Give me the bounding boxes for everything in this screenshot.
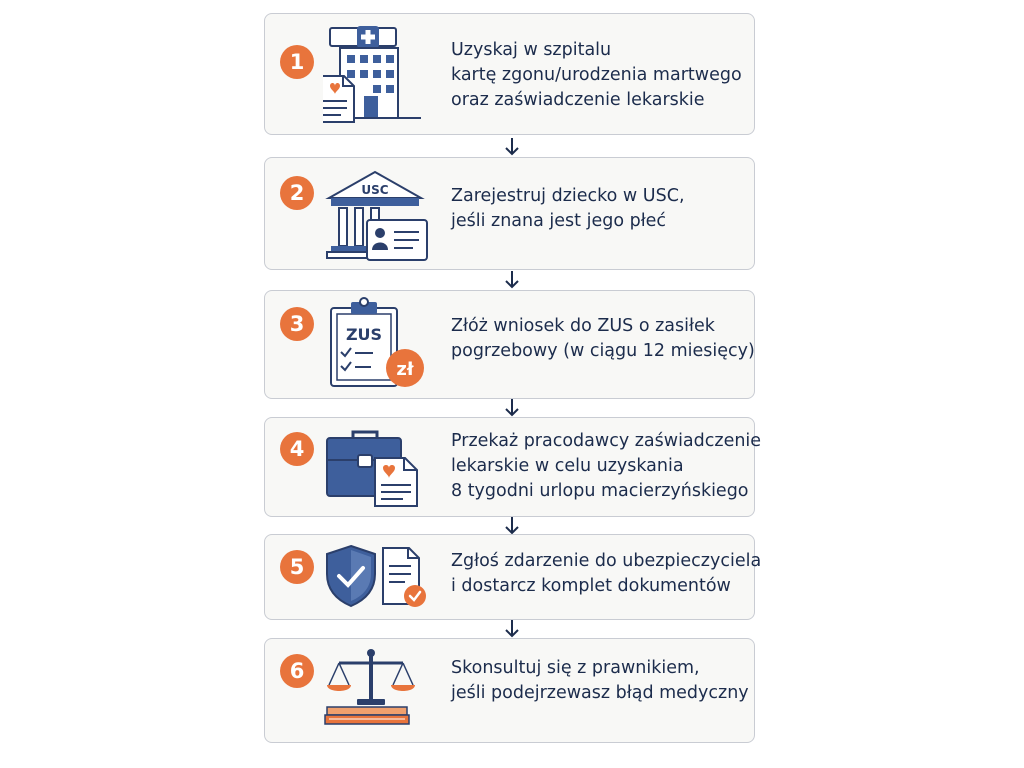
step-text-line: i dostarcz komplet dokumentów xyxy=(451,576,731,596)
step-text-line: Zgłoś zdarzenie do ubezpieczyciela xyxy=(451,551,762,571)
step-number-badge: 1 xyxy=(280,45,314,79)
step-text xyxy=(451,549,762,599)
usc-label: USC xyxy=(361,183,389,197)
step-text xyxy=(451,184,744,234)
step-text xyxy=(451,656,749,706)
step-text-line: Uzyskaj w szpitalu xyxy=(451,40,612,60)
zus-clipboard-icon xyxy=(323,296,433,395)
step-text-line: lekarskie w celu uzyskania xyxy=(451,456,684,476)
step-number-badge: 5 xyxy=(280,550,314,584)
step-text xyxy=(451,429,762,504)
shield-document-icon xyxy=(323,544,433,616)
arrow-down-icon xyxy=(503,270,521,290)
step-number-badge: 2 xyxy=(280,176,314,210)
step-number-badge: 3 xyxy=(280,307,314,341)
arrow-down-icon xyxy=(503,398,521,418)
step-text-line: oraz zaświadczenie lekarskie xyxy=(451,90,705,110)
zloty-badge: zł xyxy=(396,359,414,380)
step-text-line: Skonsultuj się z prawnikiem, xyxy=(451,658,700,678)
arrow-down-icon xyxy=(503,619,521,639)
step-text-line: 8 tygodni urlopu macierzyńskiego xyxy=(451,481,749,501)
arrow-down-icon xyxy=(503,137,521,157)
step-text-line: pogrzebowy (w ciągu 12 miesięcy) xyxy=(451,341,755,361)
step-card-1 xyxy=(264,13,755,135)
zus-label: ZUS xyxy=(345,325,383,344)
step-text-line: jeśli znana jest jego płeć xyxy=(451,211,667,231)
step-text xyxy=(451,314,755,364)
step-text-line: kartę zgonu/urodzenia martwego xyxy=(451,65,742,85)
hospital-icon xyxy=(323,22,433,132)
step-card-3 xyxy=(264,290,755,399)
step-number-badge: 4 xyxy=(280,432,314,466)
step-text-line: Przekaż pracodawcy zaświadczenie xyxy=(451,431,762,451)
step-text xyxy=(451,38,744,113)
step-card-4 xyxy=(264,417,762,517)
step-number-badge: 6 xyxy=(280,654,314,688)
step-text-line: Złóż wniosek do ZUS o zasiłek xyxy=(451,316,715,336)
step-card-2 xyxy=(264,157,755,270)
civil-registry-icon xyxy=(323,166,433,268)
scales-of-justice-icon xyxy=(323,647,433,735)
briefcase-document-icon xyxy=(323,428,433,512)
step-card-6 xyxy=(264,638,755,743)
step-card-5 xyxy=(264,534,762,620)
step-text-line: jeśli podejrzewasz błąd medyczny xyxy=(451,683,749,703)
arrow-down-icon xyxy=(503,516,521,536)
step-text-line: Zarejestruj dziecko w USC, xyxy=(451,186,685,206)
